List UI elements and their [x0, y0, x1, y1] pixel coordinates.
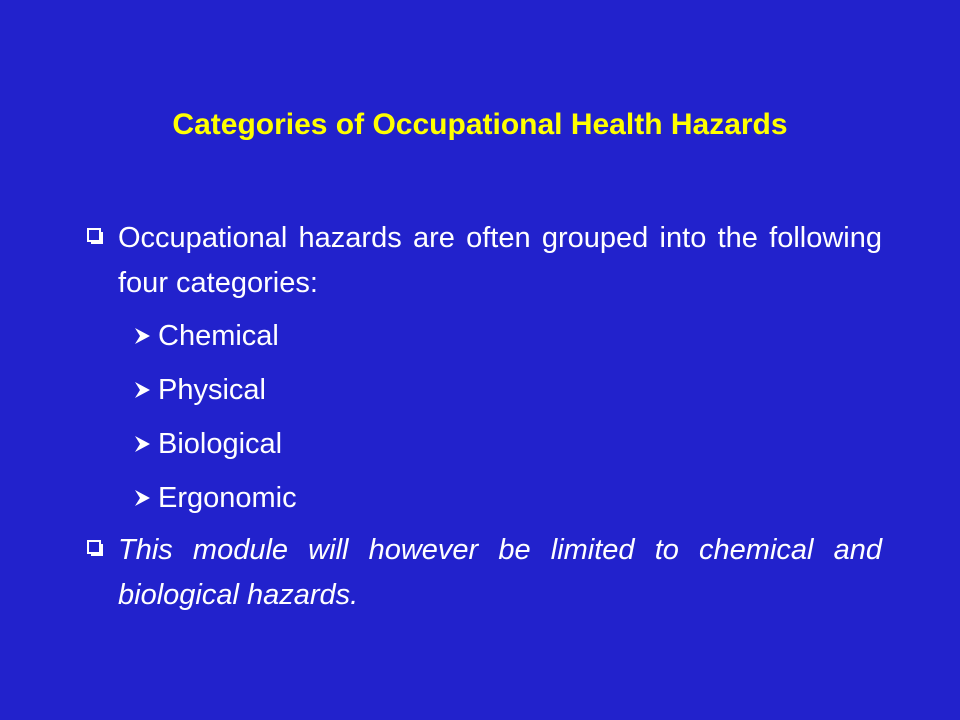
category-item-physical	[134, 370, 266, 410]
bullet-item	[84, 528, 882, 618]
bullet-text: Occupational hazards are often grouped into the following four categories:	[118, 222, 882, 299]
arrowhead-bullet-icon	[134, 489, 151, 507]
checkbox-square-icon	[87, 540, 104, 557]
category-label: Ergonomic	[158, 482, 297, 514]
bullet-item	[84, 216, 882, 306]
category-item-biological	[134, 424, 282, 464]
category-label: Chemical	[158, 320, 279, 352]
category-label: Physical	[158, 374, 266, 406]
arrowhead-bullet-icon	[134, 435, 151, 453]
slide-title: Categories of Occupational Health Hazards	[172, 108, 788, 141]
arrowhead-bullet-icon	[134, 381, 151, 399]
category-item-ergonomic	[134, 478, 297, 518]
bullet-text: This module will however be limited to chemical and biological hazards.	[118, 534, 882, 611]
arrowhead-bullet-icon	[134, 327, 151, 345]
category-item-chemical	[134, 316, 279, 356]
checkbox-square-icon	[87, 228, 104, 245]
category-label: Biological	[158, 428, 283, 460]
